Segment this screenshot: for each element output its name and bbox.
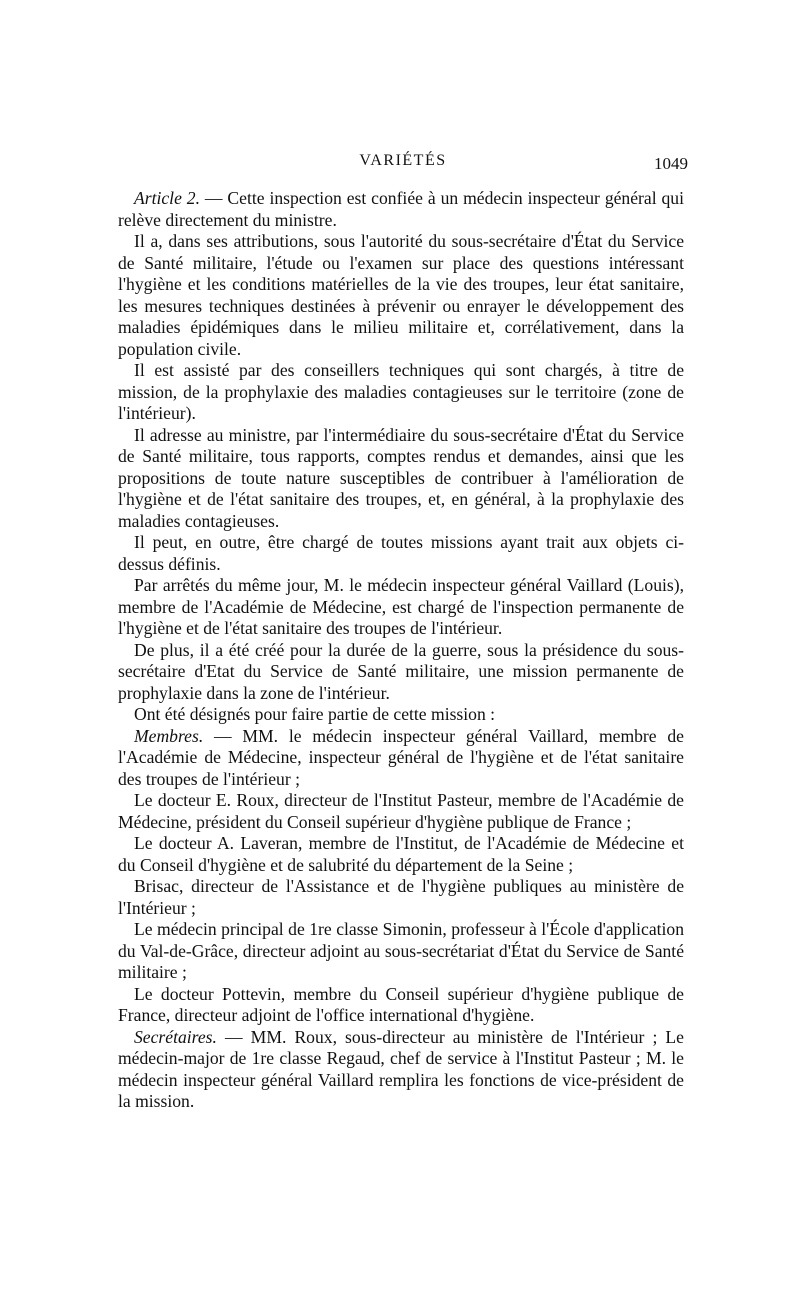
paragraph-text: Ont été désignés pour faire partie de cette mission :	[134, 704, 496, 724]
paragraph	[118, 984, 684, 1027]
paragraph-text: Il est assisté par des conseillers techniques qui sont chargés, à titre de mission, de la prophylaxie des maladies contagieuses sur le territoire (zone de l'intérieur).	[118, 360, 684, 423]
paragraph-text: Il adresse au ministre, par l'intermédiaire du sous-secrétaire d'État du Service de Santé militaire, tous rapports, comptes rendus et demandes, ainsi que les propositions de toute nature susceptibles de contribuer à l'amélioration de l'hygiène et de l'état sanitaire des troupes, et, en général, à la prophylaxie des maladies contagieuses.	[118, 424, 684, 531]
paragraph	[118, 231, 684, 360]
paragraph	[118, 640, 684, 705]
page-number: 1049	[654, 154, 688, 173]
paragraph-text: — MM. le médecin inspecteur général Vaillard, membre de l'Académie de Médecine, inspecteur général de l'hygiène et de l'état sanitaire des troupes de l'intérieur ;	[118, 725, 684, 789]
paragraph	[118, 726, 684, 791]
paragraph-text: — MM. Roux, sous-directeur au ministère de l'Intérieur ; Le médecin-major de 1re classe Regaud, chef de service à l'Institut Pasteur ; M. le médecin inspecteur général Vaillard remplira les fonctions de vice-président de la mission.	[118, 1026, 684, 1111]
paragraph	[118, 704, 684, 726]
paragraph-text: Le docteur E. Roux, directeur de l'Institut Pasteur, membre de l'Académie de Médecine, président du Conseil supérieur d'hygiène publique de France ;	[118, 790, 684, 832]
paragraph	[118, 876, 684, 919]
paragraph-text: — Cette inspection est confiée à un médecin inspecteur général qui relève directement du ministre.	[118, 188, 684, 230]
paragraph-lead: Secrétaires.	[134, 1026, 217, 1047]
paragraph-text: De plus, il a été créé pour la durée de la guerre, sous la présidence du sous-secrétaire d'Etat du Service de Santé militaire, une mission permanente de prophylaxie dans la zone de l'intérieur.	[118, 639, 684, 703]
paragraph	[118, 575, 684, 640]
body-text	[118, 188, 684, 1113]
paragraph-lead: Article 2.	[134, 188, 200, 208]
running-title: VARIÉTÉS	[359, 152, 447, 169]
paragraph	[118, 790, 684, 833]
paragraph	[118, 425, 684, 533]
paragraph	[118, 919, 684, 984]
paragraph-text: Le docteur A. Laveran, membre de l'Institut, de l'Académie de Médecine et du Conseil d'hygiène et de salubrité du département de la Seine ;	[118, 833, 684, 875]
paragraph-text: Le docteur Pottevin, membre du Conseil supérieur d'hygiène publique de France, directeur adjoint de l'office international d'hygiène.	[118, 983, 684, 1025]
paragraph-text: Il a, dans ses attributions, sous l'autorité du sous-secrétaire d'État du Service de Santé militaire, l'étude ou l'examen sur place des questions intéressant l'hygiène et les conditions matérielles de la vie des troupes, leur état sanitaire, les mesures techniques destinées à prévenir ou enrayer le développement des maladies épidémiques dans le milieu militaire et, corrélativement, dans la population civile.	[118, 231, 684, 359]
paragraph	[118, 1027, 684, 1113]
page-header	[118, 152, 688, 176]
paragraph-text: Par arrêtés du même jour, M. le médecin inspecteur général Vaillard (Louis), membre de l'Académie de Médecine, est chargé de l'inspection permanente de l'hygiène et de l'état sanitaire des troupes de l'intérieur.	[118, 575, 684, 638]
paragraph	[118, 188, 684, 231]
paragraph	[118, 833, 684, 876]
paragraph-text: Le médecin principal de 1re classe Simonin, professeur à l'École d'application du Val-de-Grâce, directeur adjoint au sous-secrétariat d'État du Service de Santé militaire ;	[118, 919, 684, 982]
paragraph-text: Il peut, en outre, être chargé de toutes missions ayant trait aux objets ci-dessus définis.	[118, 532, 684, 574]
paragraph-lead: Membres.	[134, 725, 204, 746]
paragraph	[118, 360, 684, 425]
paragraph	[118, 532, 684, 575]
paragraph-text: Brisac, directeur de l'Assistance et de l'hygiène publiques au ministère de l'Intérieur ;	[118, 876, 684, 918]
